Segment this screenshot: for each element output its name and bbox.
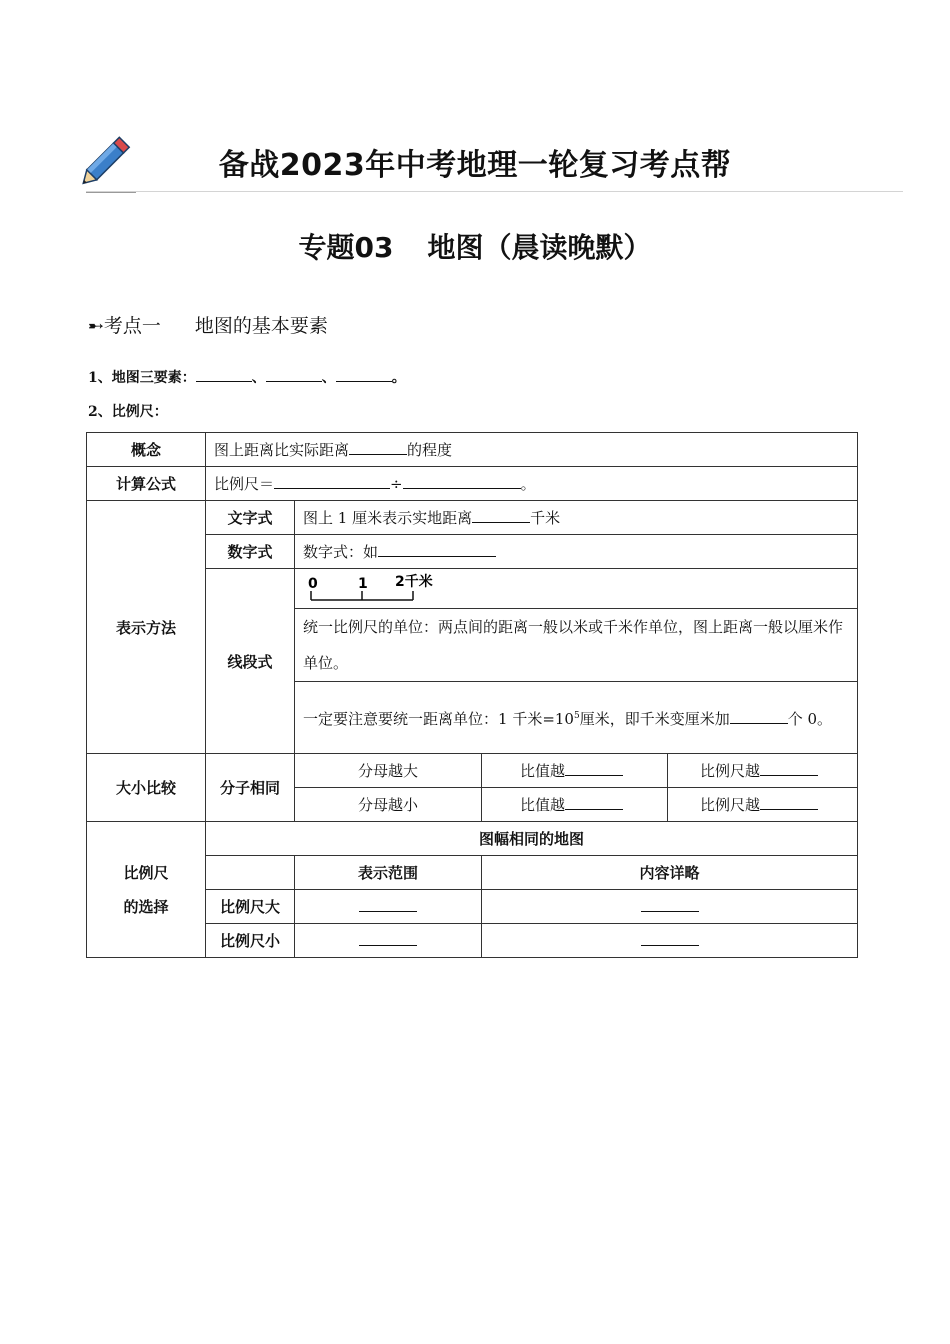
answer-blank[interactable] xyxy=(196,367,252,382)
end-mark: 。 xyxy=(520,475,536,493)
number-form-content xyxy=(295,535,858,569)
answer-blank[interactable] xyxy=(760,795,818,810)
scale-text: 比例尺越 xyxy=(700,796,761,814)
question-1 xyxy=(88,367,406,387)
answer-blank[interactable] xyxy=(359,931,417,946)
small-scale-label: 比例尺小 xyxy=(206,924,295,958)
text-form-text-a: 图上 1 厘米表示实地距离 xyxy=(303,509,473,527)
scale-tick-label: 1 xyxy=(358,576,368,592)
note-2-text-b: 厘米，即千米变厘米加 xyxy=(579,710,730,728)
title-divider xyxy=(86,191,903,192)
answer-blank[interactable] xyxy=(760,761,818,776)
formula-text-a: 比例尺＝ xyxy=(214,475,275,493)
range-answer-cell xyxy=(295,924,482,958)
denominator-cell: 分母越小 xyxy=(295,788,482,822)
separator: 、 xyxy=(251,370,266,386)
separator: 、 xyxy=(321,370,336,386)
line-form-label: 线段式 xyxy=(206,569,295,754)
scale-text: 比例尺越 xyxy=(700,762,761,780)
answer-blank[interactable] xyxy=(378,542,496,557)
detail-column-header: 内容详略 xyxy=(482,856,858,890)
line-form-note-2 xyxy=(295,682,858,754)
scale-table xyxy=(86,432,858,958)
concept-text-a: 图上距离比实际距离 xyxy=(214,441,350,459)
number-form-label: 数字式 xyxy=(206,535,295,569)
range-answer-cell xyxy=(295,890,482,924)
subtitle-topic-number: 专题03 xyxy=(298,231,394,264)
answer-blank[interactable] xyxy=(730,709,788,724)
selection-label-line-2: 的选择 xyxy=(123,897,169,916)
compare-label: 大小比较 xyxy=(87,754,206,822)
concept-text-b: 的程度 xyxy=(407,441,453,459)
number-form-text: 数字式：如 xyxy=(303,543,379,561)
compare-sublabel: 分子相同 xyxy=(206,754,295,822)
ratio-cell xyxy=(482,788,668,822)
answer-blank[interactable] xyxy=(349,440,407,455)
note-2-text-c: 个 0。 xyxy=(787,710,833,728)
empty-cell xyxy=(206,856,295,890)
methods-label: 表示方法 xyxy=(87,501,206,754)
answer-blank[interactable] xyxy=(266,367,322,382)
answer-blank[interactable] xyxy=(336,367,392,382)
section-heading xyxy=(88,311,328,338)
scale-tick-label: 0 xyxy=(308,576,318,592)
selection-label xyxy=(87,822,206,958)
concept-text xyxy=(206,433,858,467)
concept-label: 概念 xyxy=(87,433,206,467)
selection-label-line-1: 比例尺 xyxy=(123,863,169,882)
answer-blank[interactable] xyxy=(565,795,623,810)
detail-answer-cell xyxy=(482,924,858,958)
ratio-cell xyxy=(482,754,668,788)
ratio-text: 比值越 xyxy=(520,762,566,780)
exponent: 5 xyxy=(573,711,580,721)
text-form-label: 文字式 xyxy=(206,501,295,535)
answer-blank[interactable] xyxy=(472,508,530,523)
page-subtitle xyxy=(0,226,950,266)
answer-blank[interactable] xyxy=(359,897,417,912)
scale-cell xyxy=(668,788,858,822)
answer-blank[interactable] xyxy=(641,897,699,912)
scale-cell xyxy=(668,754,858,788)
question-1-label: 1、地图三要素： xyxy=(88,370,196,386)
ratio-text: 比值越 xyxy=(520,796,566,814)
section-marker: ➸考点一 xyxy=(88,315,161,337)
text-form-content xyxy=(295,501,858,535)
range-column-header: 表示范围 xyxy=(295,856,482,890)
question-2: 2、比例尺： xyxy=(88,404,168,420)
detail-answer-cell xyxy=(482,890,858,924)
denominator-cell: 分母越大 xyxy=(295,754,482,788)
formula-label: 计算公式 xyxy=(87,467,206,501)
scale-tick-label: 2千米 xyxy=(395,574,433,590)
section-title: 地图的基本要素 xyxy=(194,315,328,337)
formula-text xyxy=(206,467,858,501)
line-scale-diagram xyxy=(295,569,855,604)
divide-sign: ÷ xyxy=(390,475,403,493)
line-form-note-1: 统一比例尺的单位：两点间的距离一般以米或千米作单位，图上距离一般以厘米作单位。 xyxy=(295,609,858,682)
large-scale-label: 比例尺大 xyxy=(206,890,295,924)
text-form-text-b: 千米 xyxy=(530,509,561,527)
page-title: 备战2023年中考地理一轮复习考点帮 xyxy=(218,148,732,183)
answer-blank[interactable] xyxy=(274,474,390,489)
answer-blank[interactable] xyxy=(403,474,521,489)
subtitle-topic-name: 地图（晨读晚默） xyxy=(427,231,652,264)
note-2-text-a: 一定要注意要统一距离单位：1 千米=10 xyxy=(303,710,574,728)
answer-blank[interactable] xyxy=(641,931,699,946)
line-scale-cell xyxy=(295,569,858,609)
answer-blank[interactable] xyxy=(565,761,623,776)
selection-header: 图幅相同的地图 xyxy=(206,822,858,856)
end-mark: 。 xyxy=(391,370,406,386)
